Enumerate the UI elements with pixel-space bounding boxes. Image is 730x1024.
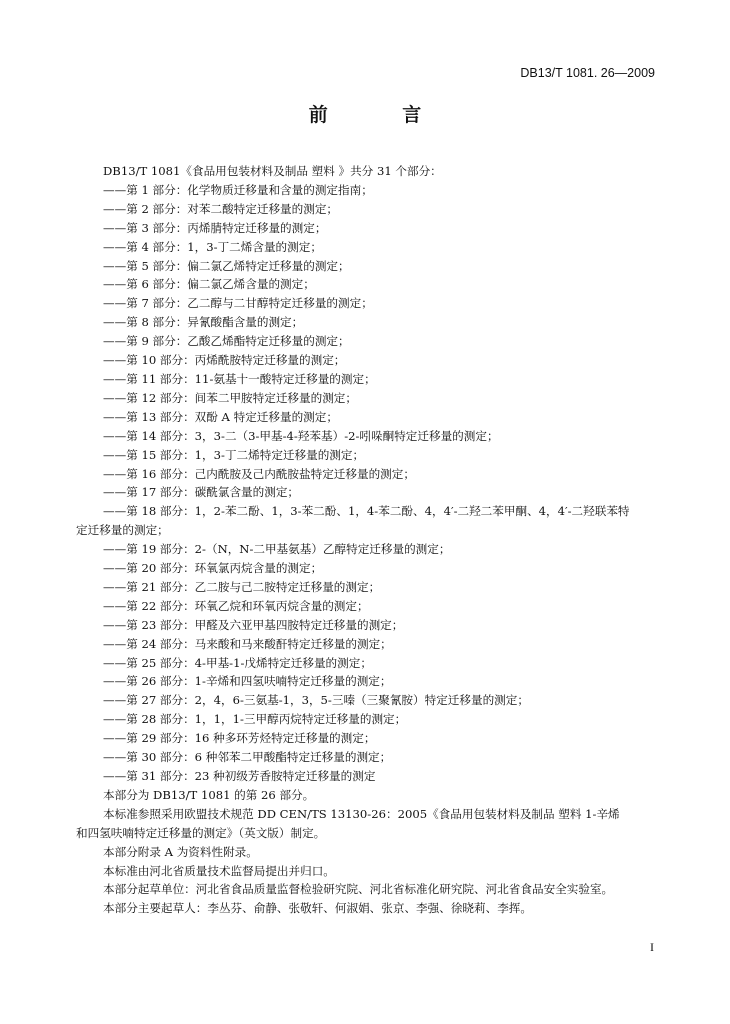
page-title: 前 言 (308, 104, 456, 126)
part-list-item: ——第 31 部分：23 种初级芳香胺特定迁移量的测定 (103, 769, 376, 783)
part-list-item: ——第 21 部分：乙二胺与己二胺特定迁移量的测定； (103, 579, 381, 594)
part-list-item: ——第 24 部分：马来酸和马来酸酐特定迁移量的测定； (103, 636, 392, 651)
part-list-item: ——第 28 部分：1，1，1-三甲醇丙烷特定迁移量的测定； (103, 712, 407, 727)
drafting-units-statement: 本部分起草单位：河北省食品质量监督检验研究院、河北省标准化研究院、河北省食品安全实验室。 (103, 882, 614, 897)
part-list-item: ——第 17 部分：碳酰氯含量的测定； (103, 485, 300, 500)
appendix-statement: 本部分附录 A 为资料性附录。 (103, 844, 258, 859)
part-list-item: ——第 2 部分：对苯二酸特定迁移量的测定； (103, 201, 339, 216)
part-list-item: ——第 5 部分：偏二氯乙烯特定迁移量的测定； (103, 258, 350, 273)
part-list-item: ——第 11 部分：11-氨基十一酸特定迁移量的测定； (103, 371, 376, 386)
part-list-item: ——第 19 部分：2-（N，N-二甲基氨基）乙醇特定迁移量的测定； (103, 542, 451, 557)
drafters-statement: 本部分主要起草人：李丛芬、俞静、张敬轩、何淑娟、张京、李强、徐晓莉、李挥。 (103, 901, 532, 916)
part-list-item: ——第 15 部分：1，3-丁二烯特定迁移量的测定； (103, 447, 365, 462)
part-list-item: ——第 7 部分：乙二醇与二甘醇特定迁移量的测定； (103, 296, 373, 311)
part-list-item: ——第 6 部分：偏二氯乙烯含量的测定； (103, 277, 315, 292)
reference-statement-line2: 和四氢呋喃特定迁移量的测定》（英文版）制定。 (76, 825, 326, 840)
part-list-item: ——第 12 部分：间苯二甲胺特定迁移量的测定； (103, 390, 357, 405)
intro-paragraph: DB13/T 1081《食品用包装材料及制品 塑料 》共分 31 个部分： (103, 164, 442, 178)
part-list-item: ——第 22 部分：环氧乙烷和环氧丙烷含量的测定； (103, 598, 369, 613)
proposer-statement: 本标准由河北省质量技术监督局提出并归口。 (103, 863, 335, 878)
part-list-item: ——第 29 部分：16 种多环芳烃特定迁移量的测定； (103, 731, 376, 746)
part-list-item: ——第 3 部分：丙烯腈特定迁移量的测定； (103, 220, 327, 235)
part-list-item: ——第 26 部分：1-辛烯和四氢呋喃特定迁移量的测定； (103, 674, 392, 689)
part-list-item: ——第 1 部分：化学物质迁移量和含量的测定指南； (103, 182, 373, 197)
part-list-item: ——第 27 部分：2，4，6-三氨基-1，3，5-三嗪（三聚氰胺）特定迁移量的测定； (103, 693, 529, 708)
part-list-item: ——第 30 部分：6 种邻苯二甲酸酯特定迁移量的测定； (103, 750, 392, 765)
page-number: I (650, 940, 654, 954)
foreword-body (76, 162, 664, 918)
part-list-item: ——第 9 部分：乙酸乙烯酯特定迁移量的测定； (103, 334, 350, 349)
part-list-item: ——第 25 部分：4-甲基-1-戊烯特定迁移量的测定； (103, 655, 372, 670)
part-list-item: ——第 20 部分：环氧氯丙烷含量的测定； (103, 561, 323, 576)
part-list-item: ——第 23 部分：甲醛及六亚甲基四胺特定迁移量的测定； (103, 617, 404, 632)
part-list-item: ——第 4 部分：1，3-丁二烯含量的测定； (103, 239, 322, 254)
part-list-item-18-line2: 定迁移量的测定； (76, 523, 169, 538)
part-list-item: ——第 16 部分：己内酰胺及己内酰胺盐特定迁移量的测定； (103, 466, 415, 481)
this-part-statement: 本部分为 DB13/T 1081 的第 26 部分。 (103, 787, 315, 802)
standard-code: DB13/T 1081. 26—2009 (520, 66, 655, 80)
part-list-item: ——第 14 部分：3，3-二（3-甲基-4-羟苯基）-2-吲哚酮特定迁移量的测定； (103, 428, 499, 443)
part-list-item: ——第 8 部分：异氰酸酯含量的测定； (103, 315, 304, 330)
part-list-item: ——第 13 部分：双酚 A 特定迁移量的测定； (103, 409, 338, 424)
reference-statement-line1: 本标准参照采用欧盟技术规范 DD CEN/TS 13130-26：2005《食品用包装材料及制品 塑料 1-辛烯 (103, 806, 620, 821)
part-list-item-18-line1: ——第 18 部分：1，2-苯二酚、1，3-苯二酚、1，4-苯二酚、4，4′-二羟二苯甲酮、4，4′-二羟联苯特 (103, 504, 630, 519)
part-list-item: ——第 10 部分：丙烯酰胺特定迁移量的测定； (103, 353, 346, 368)
